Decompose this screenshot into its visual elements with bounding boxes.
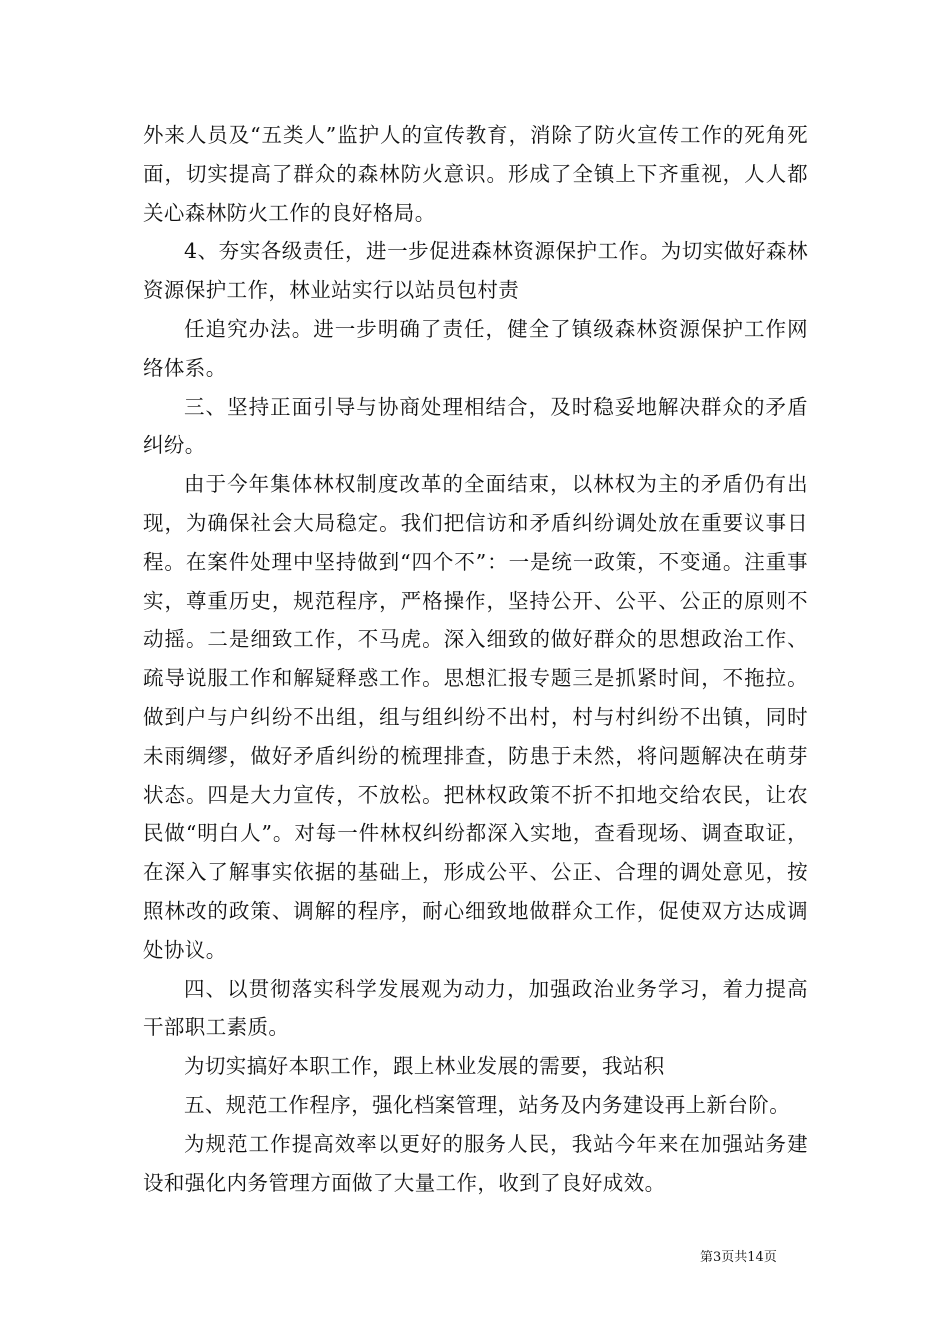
paragraph-study: 为切实搞好本职工作，跟上林业发展的需要，我站积 [184,1054,665,1079]
page-number-footer: 第3页共14页 [700,1250,777,1265]
paragraph-responsibility: 任追究办法。进一步明确了责任，健全了镇级森林资源保护工作网络体系。 [143,316,808,380]
section-heading-3: 三、坚持正面引导与协商处理相结合，及时稳妥地解决群众的矛盾纠纷。 [143,394,808,458]
section-heading-4: 四、以贯彻落实科学发展观为动力，加强政治业务学习，着力提高干部职工素质。 [143,976,808,1040]
paragraph-item-4: 4、夯实各级责任，进一步促进森林资源保护工作。为切实做好森林资源保护工作，林业站实行以站员包村责 [143,239,808,303]
paragraph-disputes: 由于今年集体林权制度改革的全面结束，以林权为主的矛盾仍有出现，为确保社会大局稳定。我们把信访和矛盾纠纷调处放在重要议事日程。在案件处理中坚持做到“四个不”：一是统一政策，不变通。注重事实，尊重历史，规范程序，严格操作，坚持公开、公平、公正的原则不动摇。二是细致工作，不马虎。深入细致的做好群众的思想政治工作、疏导说服工作和解疑释惑工作。思想汇报专题三是抓紧时间，不拖拉。做到户与户纠纷不出组，组与组纠纷不出村，村与村纠纷不出镇，同时未雨绸缪，做好矛盾纠纷的梳理排查，防患于未然，将问题解决在萌芽状态。四是大力宣传，不放松。把林权政策不折不扣地交给农民，让农民做“明白人”。对每一件林权纠纷都深入实地，查看现场、调查取证，在深入了解事实依据的基础上，形成公平、公正、合理的调处意见，按照林改的政策、调解的程序，耐心细致地做群众工作，促使双方达成调处协议。 [143,472,808,962]
paragraph-continuation: 外来人员及“五类人”监护人的宣传教育，消除了防火宣传工作的死角死面，切实提高了群众的森林防火意识。形成了全镇上下齐重视，人人都关心森林防火工作的良好格局。 [143,123,808,225]
paragraph-station-affairs: 为规范工作提高效率以更好的服务人民，我站今年来在加强站务建设和强化内务管理方面做了大量工作，收到了良好成效。 [143,1131,808,1195]
document-body [143,116,808,1202]
section-heading-5: 五、规范工作程序，强化档案管理，站务及内务建设再上新台阶。 [184,1092,791,1117]
